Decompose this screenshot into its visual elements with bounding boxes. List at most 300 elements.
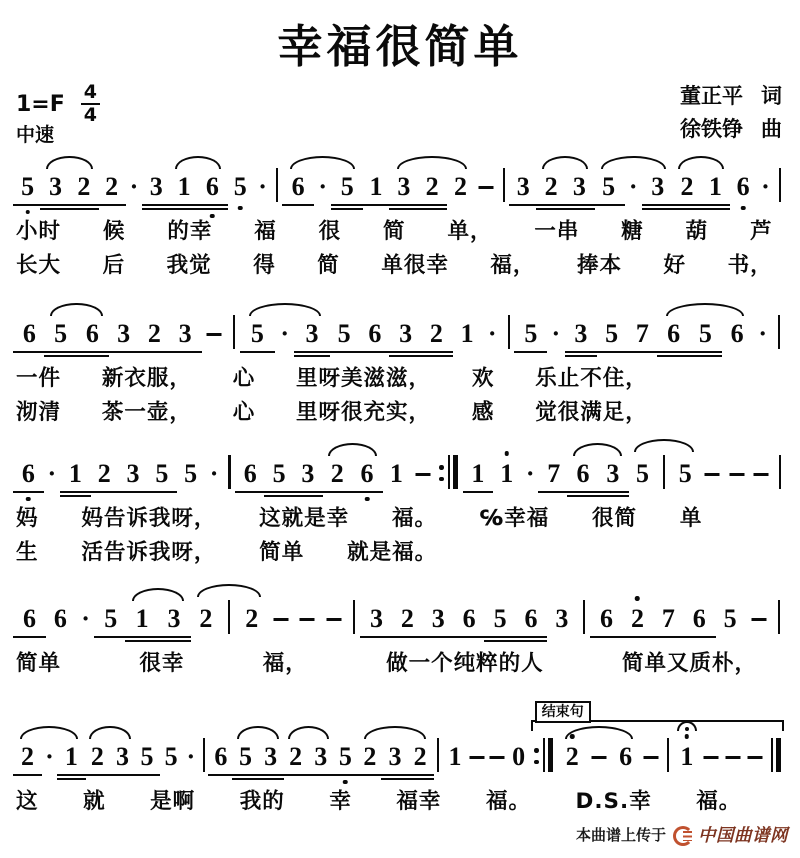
beam-underline xyxy=(76,351,110,353)
lyric-syllable: 里呀很充实， xyxy=(296,399,432,425)
barline xyxy=(199,738,209,772)
note-glyph: 3 xyxy=(126,459,140,488)
note-glyph: 5 xyxy=(250,319,264,348)
lyric-syllable: 芦 xyxy=(750,218,773,244)
duration-dash xyxy=(587,742,612,772)
note-glyph: 2 xyxy=(413,742,427,771)
note xyxy=(170,319,201,349)
key-label: 1=F xyxy=(16,91,65,117)
note-glyph: 6 xyxy=(21,459,35,488)
note-glyph: 7 xyxy=(547,459,561,488)
music-system-2 xyxy=(10,295,790,425)
augmentation-dot xyxy=(313,172,332,202)
slur-group xyxy=(241,319,329,349)
beam-underline xyxy=(463,491,494,493)
beam-underline xyxy=(652,636,685,638)
note-glyph: 5 xyxy=(54,319,68,348)
beam-underline xyxy=(294,355,330,357)
note xyxy=(258,742,283,772)
note xyxy=(332,172,362,202)
barline xyxy=(662,738,674,772)
note-glyph: 5 xyxy=(21,172,35,201)
music-system-3 xyxy=(10,435,790,565)
note-glyph xyxy=(757,459,766,488)
notation-mark xyxy=(663,455,665,489)
note xyxy=(539,459,568,489)
note xyxy=(628,459,658,489)
watermark-site-link[interactable]: 中国曲谱网 xyxy=(698,826,788,846)
lyrics-row xyxy=(16,784,741,814)
note-glyph: 2 xyxy=(544,172,558,201)
note-glyph: · xyxy=(628,172,638,201)
note-glyph: 2 xyxy=(199,604,213,633)
note-glyph: · xyxy=(487,319,497,348)
beam-underline xyxy=(657,351,691,353)
note xyxy=(241,319,275,349)
note-glyph: 2 xyxy=(453,172,467,201)
note-glyph: 3 xyxy=(516,172,530,201)
note xyxy=(329,319,360,349)
note-glyph xyxy=(209,319,218,348)
beam-underline xyxy=(536,208,566,210)
note-glyph: 5 xyxy=(233,172,247,201)
time-numerator: 4 xyxy=(81,82,100,105)
note-glyph xyxy=(276,604,285,633)
note-glyph: 3 xyxy=(399,319,413,348)
note-glyph: 6 xyxy=(600,604,614,633)
beam-underline xyxy=(321,491,353,493)
time-denominator: 4 xyxy=(83,104,98,126)
slur-group xyxy=(390,172,475,202)
beam-underline xyxy=(683,636,716,638)
beam-underline xyxy=(564,204,594,206)
note xyxy=(611,742,640,772)
note-glyph xyxy=(707,742,716,771)
slur-group xyxy=(283,742,333,772)
note xyxy=(95,604,126,634)
note xyxy=(566,319,597,349)
note-glyph: 5 xyxy=(164,742,178,771)
note-glyph: 5 xyxy=(698,319,712,348)
notation-mark xyxy=(543,738,545,772)
beam-underline xyxy=(60,491,91,493)
watermark-prefix: 本曲谱上传于 xyxy=(575,826,666,844)
note-glyph: 1 xyxy=(500,459,514,488)
note xyxy=(308,742,333,772)
note xyxy=(390,172,418,202)
beam-underline xyxy=(331,208,363,210)
lyric-syllable: 幸 xyxy=(329,788,352,814)
watermark xyxy=(576,822,788,847)
beam-underline xyxy=(97,204,126,206)
beam-underline xyxy=(69,208,99,210)
note-glyph: 5 xyxy=(104,604,118,633)
note-glyph: 6 xyxy=(692,604,706,633)
note xyxy=(594,172,624,202)
notation-mark xyxy=(779,168,781,202)
note-glyph: 3 xyxy=(397,172,411,201)
notation-mark xyxy=(548,738,554,772)
note-glyph xyxy=(482,172,491,201)
beam-underline xyxy=(700,204,730,206)
duration-dash xyxy=(744,742,766,772)
lyric-syllable: 一串 xyxy=(534,218,580,244)
music-system-4 xyxy=(10,580,790,676)
note xyxy=(198,172,226,202)
beam-underline xyxy=(13,351,46,353)
note xyxy=(670,459,700,489)
note-glyph: 5 xyxy=(723,604,737,633)
beam-underline xyxy=(69,204,99,206)
lyric-syllable: 福， xyxy=(262,650,308,676)
note-glyph: 5 xyxy=(493,604,507,633)
music-row xyxy=(10,295,790,349)
note-glyph: 3 xyxy=(572,172,586,201)
notation-mark xyxy=(503,168,505,202)
beam-underline xyxy=(40,204,70,206)
tempo-marking: 中速 xyxy=(16,124,55,146)
beam-underline xyxy=(94,636,127,638)
note-glyph: 3 xyxy=(48,172,62,201)
slur-group xyxy=(568,459,628,489)
note xyxy=(159,742,183,772)
beam-underline xyxy=(565,355,598,357)
note-glyph: 6 xyxy=(53,604,67,633)
beam-underline xyxy=(593,204,625,206)
composer-credit xyxy=(680,113,782,146)
beam-underline xyxy=(257,774,284,776)
note xyxy=(558,742,587,772)
note xyxy=(596,319,627,349)
augmentation-dot xyxy=(205,459,223,489)
note xyxy=(446,172,474,202)
note-glyph: · xyxy=(318,172,328,201)
barline xyxy=(773,455,786,489)
lyric-syllable: 长大 xyxy=(16,252,62,278)
beam-underline xyxy=(169,208,199,210)
notation-mark xyxy=(453,455,459,489)
music-row xyxy=(10,580,790,634)
note xyxy=(119,459,148,489)
note-glyph: 5 xyxy=(605,319,619,348)
lyric-syllable: 妈 xyxy=(16,505,39,531)
beam-underline xyxy=(332,774,358,776)
lyric-syllable: 简单 xyxy=(16,650,62,676)
beam-underline xyxy=(689,351,723,353)
beam-underline xyxy=(293,495,324,497)
note xyxy=(382,742,407,772)
note-glyph xyxy=(708,459,717,488)
lyric-syllable: 感 xyxy=(471,399,495,425)
barline xyxy=(223,455,236,489)
beam-underline xyxy=(142,204,171,206)
augmentation-dot xyxy=(43,459,61,489)
rest-note xyxy=(507,742,531,772)
beam-underline xyxy=(657,355,691,357)
note-glyph: 3 xyxy=(149,172,163,201)
beam-underline xyxy=(381,778,408,780)
lyric-syllable: 小时 xyxy=(16,218,62,244)
ending-label: 结束句 xyxy=(535,701,591,723)
note-glyph: 3 xyxy=(178,319,192,348)
slur-group xyxy=(357,742,432,772)
beam-underline xyxy=(282,774,309,776)
note xyxy=(362,172,389,202)
beam-underline xyxy=(420,355,453,357)
note-glyph: 6 xyxy=(205,172,219,201)
lyric-syllable: 简单又质朴， xyxy=(621,650,757,676)
slur-group xyxy=(45,319,109,349)
note xyxy=(176,459,205,489)
duration-dash xyxy=(746,604,773,634)
lyrics-row xyxy=(16,395,648,425)
beam-underline xyxy=(356,774,383,776)
beam-underline xyxy=(509,204,538,206)
note-glyph xyxy=(330,604,339,633)
lyric-syllable: 我的 xyxy=(239,788,285,814)
note-glyph: 3 xyxy=(115,742,129,771)
note-glyph xyxy=(473,742,482,771)
note-glyph: 2 xyxy=(425,172,439,201)
lyric-syllable: 候 xyxy=(102,218,126,244)
note xyxy=(126,604,158,634)
note xyxy=(361,604,392,634)
note-glyph: 5 xyxy=(184,459,198,488)
notation-mark xyxy=(771,738,773,772)
note xyxy=(485,604,516,634)
slur-group xyxy=(126,604,190,634)
note-glyph: · xyxy=(81,604,90,633)
beam-underline xyxy=(484,640,517,642)
note-glyph: 2 xyxy=(630,604,644,633)
note-glyph: 1 xyxy=(64,742,78,771)
beam-underline xyxy=(672,208,702,210)
beam-underline xyxy=(169,204,199,206)
note xyxy=(283,172,313,202)
lyrics-row xyxy=(16,248,773,278)
note xyxy=(283,742,308,772)
beam-underline xyxy=(626,351,659,353)
beam-underline xyxy=(453,636,486,638)
lyric-syllable: 福， xyxy=(490,252,536,278)
beam-underline xyxy=(232,774,259,776)
lyric-syllable: 后 xyxy=(102,252,126,278)
note xyxy=(568,459,598,489)
note xyxy=(77,319,109,349)
note-glyph: 6 xyxy=(291,172,305,201)
augmentation-dot xyxy=(274,319,295,349)
note-glyph: · xyxy=(280,319,289,348)
note-glyph: 6 xyxy=(576,459,590,488)
duration-dash xyxy=(722,742,744,772)
lyrics-row xyxy=(16,535,437,565)
note xyxy=(673,172,701,202)
note xyxy=(14,319,45,349)
note-glyph: 3 xyxy=(388,742,402,771)
note xyxy=(236,604,268,634)
note xyxy=(110,742,135,772)
beam-underline xyxy=(76,355,110,357)
lyricist-role: 词 xyxy=(761,84,782,108)
lyric-syllable: 福。 xyxy=(485,788,531,814)
note xyxy=(45,604,76,634)
low-octave-dot xyxy=(741,206,746,211)
lyric-syllable: 书， xyxy=(727,252,773,278)
notation-mark xyxy=(534,748,539,753)
note xyxy=(510,172,537,202)
augmentation-dot xyxy=(254,172,271,202)
note xyxy=(236,459,265,489)
note xyxy=(464,459,493,489)
note-glyph xyxy=(647,742,656,771)
note-glyph: · xyxy=(761,172,770,201)
note xyxy=(98,172,125,202)
high-octave-dot xyxy=(635,596,640,601)
augmentation-dot xyxy=(624,172,643,202)
note-glyph: 5 xyxy=(340,172,354,201)
note-glyph: 5 xyxy=(678,459,692,488)
site-logo-icon xyxy=(673,826,691,844)
lyric-syllable: 觉很满足， xyxy=(535,399,648,425)
low-octave-dot xyxy=(26,497,31,502)
note-glyph: 7 xyxy=(661,604,675,633)
note xyxy=(147,459,176,489)
slur-group xyxy=(14,742,85,772)
note-glyph: 1 xyxy=(68,459,82,488)
note xyxy=(591,604,622,634)
beam-underline xyxy=(514,351,547,353)
beam-underline xyxy=(590,636,623,638)
low-octave-dot xyxy=(25,210,30,215)
note xyxy=(392,604,423,634)
lyric-syllable: 糖 xyxy=(621,218,644,244)
note xyxy=(61,459,90,489)
augmentation-dot xyxy=(753,319,772,349)
beam-underline xyxy=(381,774,408,776)
lyric-syllable: 福。 xyxy=(696,788,742,814)
beam-underline xyxy=(567,495,599,497)
beam-underline xyxy=(157,636,191,638)
lyric-syllable: 生 xyxy=(16,539,39,565)
augmentation-dot xyxy=(183,742,198,772)
lyric-syllable: 一件 xyxy=(16,365,62,391)
note xyxy=(85,742,110,772)
beam-underline xyxy=(422,636,455,638)
duration-dash xyxy=(294,604,321,634)
lyricist-name: 董正平 xyxy=(680,84,743,108)
note-glyph: 3 xyxy=(167,604,181,633)
note xyxy=(359,319,390,349)
note-glyph: · xyxy=(47,459,57,488)
music-row xyxy=(10,435,790,489)
augmentation-dot xyxy=(125,172,142,202)
lyric-syllable: 做一个纯粹的人 xyxy=(386,650,544,676)
note-glyph: 1 xyxy=(471,459,485,488)
barline xyxy=(772,315,786,349)
beam-underline xyxy=(13,204,42,206)
notation-mark xyxy=(437,738,439,772)
duration-dash xyxy=(268,604,295,634)
beam-underline xyxy=(621,636,654,638)
lyricist-credit xyxy=(680,80,782,113)
lyric-syllable: 单 xyxy=(679,505,703,531)
note-glyph: · xyxy=(525,459,535,488)
beam-underline xyxy=(538,491,569,493)
note xyxy=(70,172,98,202)
note-glyph: 1 xyxy=(448,742,462,771)
slur-group xyxy=(233,742,283,772)
beam-underline xyxy=(597,491,629,493)
note xyxy=(408,742,433,772)
note-glyph: 2 xyxy=(330,459,344,488)
note-glyph: 3 xyxy=(117,319,131,348)
composer-name: 徐铁铮 xyxy=(680,117,743,141)
beam-underline xyxy=(157,640,191,642)
beam-underline xyxy=(642,208,674,210)
note xyxy=(108,319,139,349)
lyric-syllable: 的幸 xyxy=(167,218,213,244)
note xyxy=(322,459,352,489)
note-glyph xyxy=(595,742,604,771)
beam-underline xyxy=(107,351,140,353)
repeat-dots xyxy=(439,457,444,489)
beam-underline xyxy=(361,204,390,206)
note xyxy=(352,459,382,489)
notation-mark xyxy=(508,315,510,349)
notation-mark xyxy=(439,465,444,470)
beam-underline xyxy=(142,208,171,210)
note-glyph: 5 xyxy=(272,459,286,488)
duration-dash xyxy=(640,742,662,772)
note-glyph: 6 xyxy=(214,742,228,771)
lyric-syllable: 很 xyxy=(318,218,342,244)
repeat-dots xyxy=(534,740,539,772)
beam-underline xyxy=(642,204,674,206)
note-glyph: 1 xyxy=(680,742,694,771)
beam-underline xyxy=(389,208,419,210)
beam-underline xyxy=(689,355,723,357)
note xyxy=(14,604,45,634)
high-octave-dot xyxy=(504,451,509,456)
note-glyph: 3 xyxy=(264,742,278,771)
lyric-syllable: 简单 xyxy=(259,539,305,565)
note xyxy=(227,172,254,202)
note-glyph: 1 xyxy=(369,172,383,201)
lyrics-row xyxy=(16,646,757,676)
beam-underline xyxy=(391,636,424,638)
beam-underline xyxy=(389,204,419,206)
note xyxy=(421,319,452,349)
note-glyph: 2 xyxy=(289,742,303,771)
beam-underline xyxy=(420,351,453,353)
note xyxy=(390,319,421,349)
duration-dash xyxy=(475,172,498,202)
ending-section xyxy=(531,704,786,772)
beam-underline xyxy=(351,491,383,493)
note xyxy=(598,459,628,489)
note-glyph: 3 xyxy=(369,604,383,633)
note xyxy=(295,319,329,349)
lyric-syllable: 好 xyxy=(663,252,687,278)
augmentation-dot xyxy=(482,319,501,349)
beam-underline xyxy=(146,491,177,493)
beam-underline xyxy=(57,778,86,780)
beam-underline xyxy=(208,774,234,776)
notation-mark xyxy=(776,738,782,772)
note xyxy=(209,742,233,772)
note-glyph: 2 xyxy=(680,172,694,201)
note-glyph: 3 xyxy=(555,604,569,633)
